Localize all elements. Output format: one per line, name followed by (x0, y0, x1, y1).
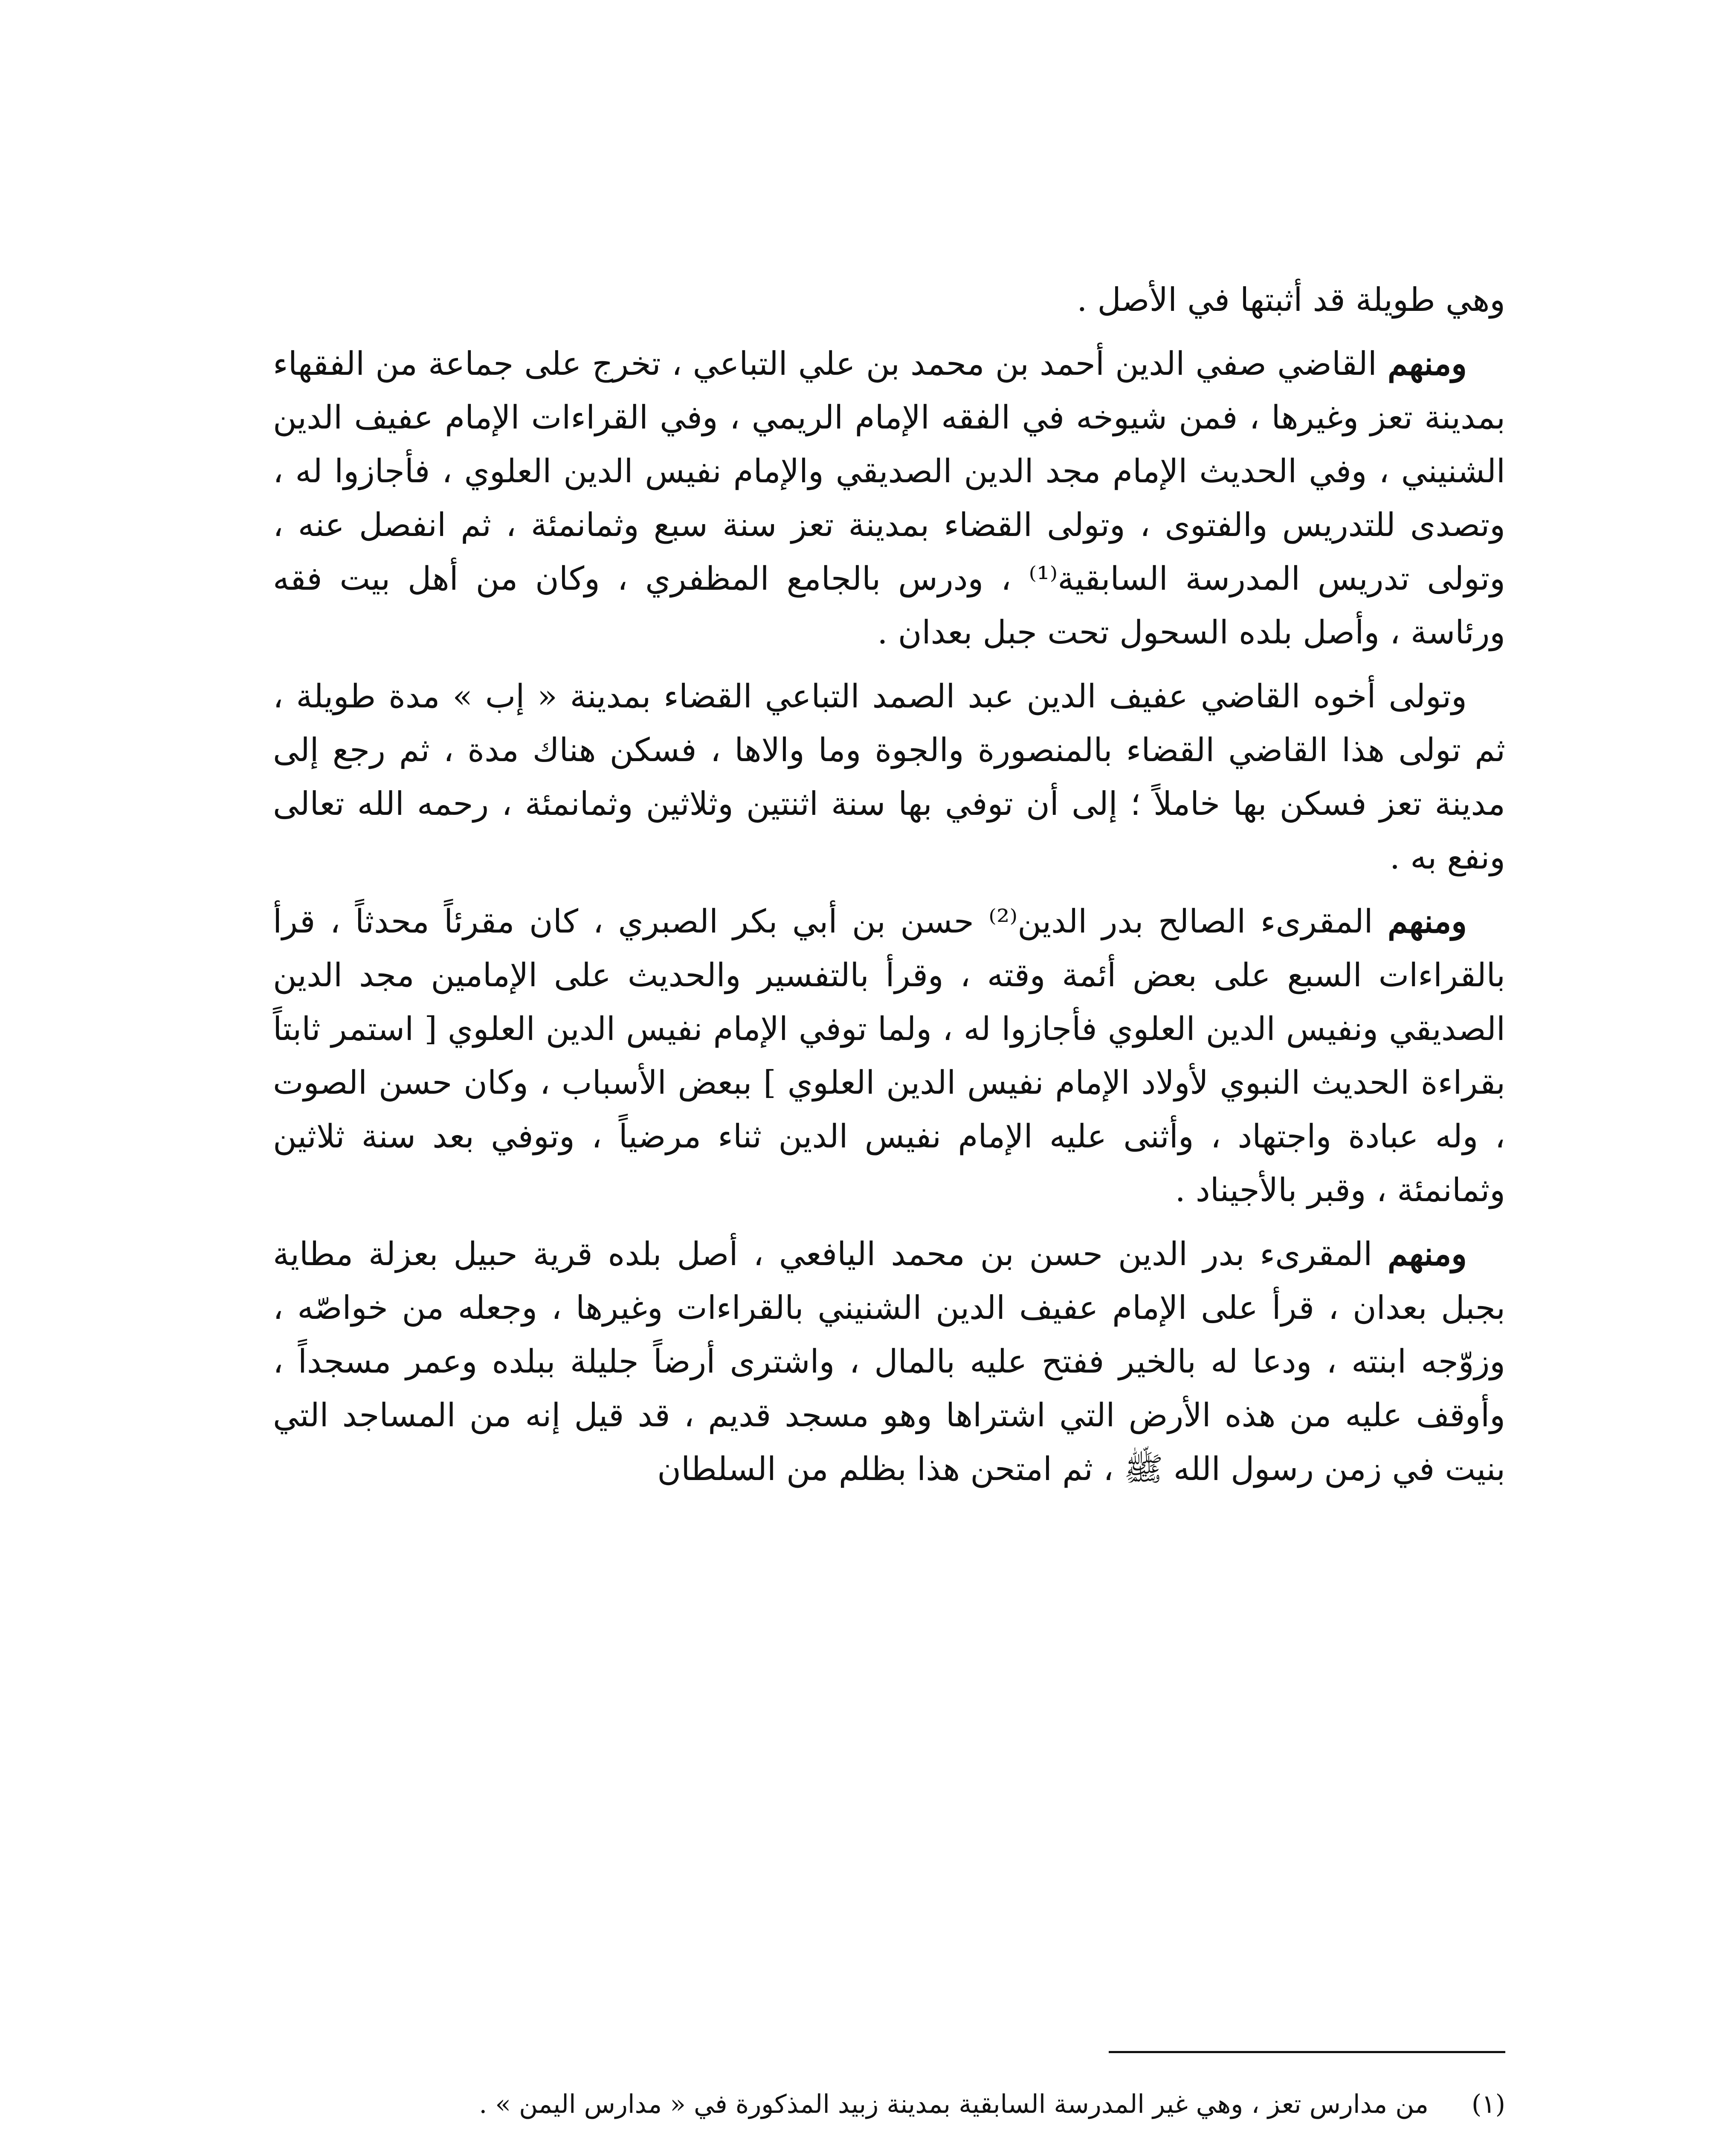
paragraph-lead: ومنهم (1388, 345, 1467, 382)
paragraph-text: وتولى أخوه القاضي عفيف الدين عبد الصمد التباعي القضاء بمدينة « إب » مدة طويلة ، ثم تولى هذا القاضي القضاء بالمنصورة والجوة وما والاها ، فسكن هناك مدة ، ثم رجع إلى مدينة تعز فسكن بها خاملاً ؛ إلى أن توفي بها سنة اثنتين وثلاثين وثمانمئة ، رحمه الله تعالى ونفع به . (273, 677, 1505, 876)
footnote-2 (273, 2128, 1505, 2132)
paragraph-2 (273, 337, 1505, 659)
footnote-text: من مدارس تعز ، وهي غير المدرسة السابقية بمدينة زبيد المذكورة في « مدارس اليمن » . (479, 2089, 1429, 2119)
paragraph-lead: ومنهم (1388, 902, 1467, 940)
footnote-separator (1109, 2051, 1505, 2053)
paragraph-3 (273, 669, 1505, 884)
paragraph-5 (273, 1227, 1505, 1496)
main-text (273, 273, 1505, 1506)
paragraph-text: وهي طويلة قد أثبتها في الأصل . (1077, 281, 1505, 319)
footnote-text (1234, 2128, 1429, 2132)
footnotes (273, 2081, 1505, 2132)
paragraph-1 (273, 273, 1505, 327)
footnote-number: (١) (1471, 2089, 1505, 2119)
paragraph-lead: ومنهم (1388, 1235, 1467, 1273)
footnote-1 (273, 2081, 1505, 2128)
paragraph-text: المقرىء بدر الدين حسن بن محمد اليافعي ، أصل بلده قرية حبيل بعزلة مطاية بجبل بعدان ، قرأ على الإمام عفيف الدين الشنيني بالقراءات وغيرها ، وجعله من خواصّه ، وزوّجه ابنته ، ودعا له بالخير ففتح عليه بالمال ، واشترى أرضاً جليلة ببلده وعمر مسجداً ، وأوقف عليه من هذه الأرض التي اشتراها وهو مسجد قديم ، قد قيل إنه من المساجد التي بنيت في زمن رسول الله ﷺ ، ثم امتحن هذا بظلم من السلطان (273, 1235, 1505, 1488)
paragraph-4 (273, 895, 1505, 1217)
paragraph-text: المقرىء الصالح بدر الدين⁽²⁾ حسن بن أبي بكر الصبري ، كان مقرئاً محدثاً ، قرأ بالقراءات السبع على بعض أئمة وقته ، وقرأ بالتفسير والحديث على الإمامين مجد الدين الصديقي ونفيس الدين العلوي فأجازوا له ، ولما توفي الإمام نفيس الدين العلوي [ استمر ثابتاً بقراءة الحديث النبوي لأولاد الإمام نفيس الدين العلوي ] ببعض الأسباب ، وكان حسن الصوت ، وله عبادة واجتهاد ، وأثنى عليه الإمام نفيس الدين ثناء مرضياً ، وتوفي بعد سنة ثلاثين وثمانمئة ، وقبر بالأجيناد . (273, 902, 1505, 1209)
footnote-number (1454, 2128, 1505, 2132)
paragraph-text: القاضي صفي الدين أحمد بن محمد بن علي التباعي ، تخرج على جماعة من الفقهاء بمدينة تعز وغيرها ، فمن شيوخه في الفقه الإمام الريمي ، وفي القراءات الإمام عفيف الدين الشنيني ، وفي الحديث الإمام مجد الدين الصديقي والإمام نفيس الدين العلوي ، فأجازوا له ، وتصدى للتدريس والفتوى ، وتولى القضاء بمدينة تعز سنة سبع وثمانمئة ، ثم انفصل عنه ، وتولى تدريس المدرسة السابقية⁽¹⁾ ، ودرس بالجامع المظفري ، وكان من أهل بيت فقه ورئاسة ، وأصل بلده السحول تحت جبل بعدان . (273, 345, 1506, 651)
